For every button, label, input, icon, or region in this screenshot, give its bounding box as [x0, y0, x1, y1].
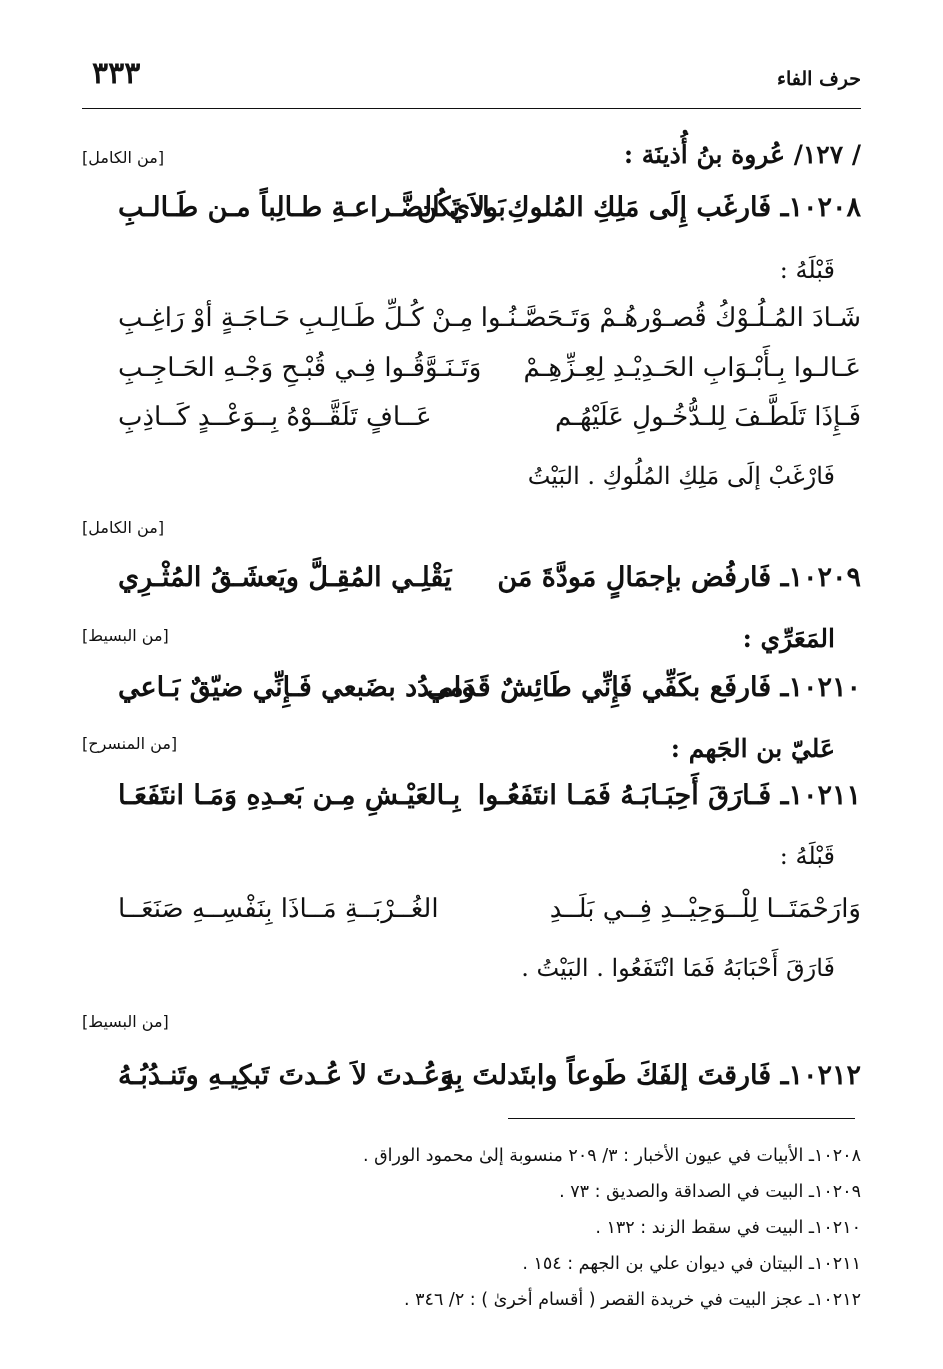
- section-label: قَبْلَهُ :: [779, 256, 835, 284]
- verse-right-hemistich: ١٠٢١١ـ فَـارَقَ أَحِبَـابَـهُ فَمَـا انتَفَعُـوا: [477, 780, 861, 811]
- verse-left-hemistich: وَعُـدتَ لاَ عُـدتَ تَبكِيـهِ وتَنـدُبُـهُ: [118, 1060, 454, 1091]
- meter-label: [من البسيط]: [82, 626, 169, 645]
- page-number: ٣٣٣: [92, 56, 141, 91]
- footnote-rule: [508, 1118, 855, 1119]
- closing-line: فَارْغَبْ إلَى مَلِكِ المُلُوكِ . البَيْتُ: [527, 462, 835, 490]
- poem-line-left: وَتَـنَـوَّقُـوا فِـي قُبْـحِ وَجْـهِ الحَـاجِـبِ: [118, 353, 482, 383]
- footnote: ١٠٢٠٨ـ الأبيات في عيون الأخبار : ٣/ ٢٠٩ منسوبة إلىٰ محمود الوراق .: [362, 1146, 861, 1166]
- verse-left-hemistich: وامـدُد بضَبعي فَـإِنِّي ضيّقٌ بَـاعي: [118, 672, 475, 703]
- poem-line-right: شَـادَ المُـلُـوْكُ قُصـوْرهُـمْ وَتَـحَصَّـنُـوا: [480, 303, 861, 333]
- verse-right-hemistich: ١٠٢١٠ـ فَارفَع بكَفِّي فَإِنِّي طَائِشٌ قَدَمي: [426, 672, 861, 703]
- poet-name: / ١٢٧/ عُروة بنُ أُذينَة :: [623, 140, 861, 169]
- poem-line-right: عَـالـوا بِـأَبْـوَابِ الحَـدِيْـدِ لِعِـزِّهِـمْ: [523, 353, 861, 383]
- meter-label: [من الكامل]: [82, 518, 165, 537]
- verse-left-hemistich: بِـالعَيْـشِ مِـن بَعـدِهِ وَمَـا انتَفَعَـا: [118, 780, 461, 811]
- footnote: ١٠٢١١ـ البيتان في ديوان علي بن الجهم : ١٥٤ .: [522, 1254, 861, 1274]
- poem-line-left: الغُــرْبَــةِ مَــاذَا بِنَفْسِــهِ صَنَعَــا: [118, 894, 439, 924]
- verse-left-hemistich: بَـادي الضَّـراعـةِ طـالِباً مـن طَـالـبِ: [118, 192, 506, 223]
- verse-right-hemistich: ١٠٢١٢ـ فَارقتَ إلفَكَ طَوعاً وابتَدلتَ بِهِ: [440, 1060, 861, 1091]
- footnote: ١٠٢١٠ـ البيت في سقط الزند : ١٣٢ .: [595, 1218, 861, 1238]
- poet-name: المَعَرِّي :: [742, 624, 835, 653]
- meter-label: [من المنسرح]: [82, 734, 178, 753]
- running-head: حرف الفاء: [777, 68, 861, 90]
- meter-label: [من البسيط]: [82, 1012, 169, 1031]
- footnote: ١٠٢٠٩ـ البيت في الصداقة والصديق : ٧٣ .: [559, 1182, 861, 1202]
- verse-right-hemistich: ١٠٢٠٩ـ فَارفُض بإجمَالٍ مَودَّةَ مَن: [497, 562, 861, 593]
- poem-line-left: مِـنْ كُـلِّ طَـالِـبِ حَـاجَـةٍ أوْ رَاغِـبِ: [118, 303, 474, 333]
- poem-line-left: عَــافٍ تَلَقَّــوْهُ بِــوَعْــدٍ كَــاذِبِ: [118, 402, 432, 432]
- section-label: قَبْلَهُ :: [779, 842, 835, 870]
- verse-left-hemistich: يَقْلِـي المُقِـلَّ ويَعشَـقُ المُثْـرِي: [118, 562, 452, 593]
- verse-right-hemistich: ١٠٢٠٨ـ فَارغَب إِلَى مَلِكِ المُلوكِ ولاَ تَكُن: [417, 192, 861, 223]
- closing-line: فَارَقَ أَحْبَابَهُ فَمَا انْتَفَعُوا . البَيْتُ .: [521, 954, 835, 982]
- meter-label: [من الكامل]: [82, 148, 165, 167]
- poet-name: عَليّ بن الجَهم :: [670, 734, 835, 763]
- footnote: ١٠٢١٢ـ عجز البيت في خريدة القصر ( أقسام أخرىٰ ) : ٢/ ٣٤٦ .: [404, 1290, 861, 1310]
- header-rule: [82, 108, 861, 109]
- poem-line-right: فَـإِذَا تَلَطَّـفَ لِلـدُّخُـولِ عَلَيْهُـم: [555, 402, 861, 432]
- poem-line-right: وَارَحْمَتَــا لِلْــوَحِيْــدِ فِــي بَلَــدِ: [549, 894, 861, 924]
